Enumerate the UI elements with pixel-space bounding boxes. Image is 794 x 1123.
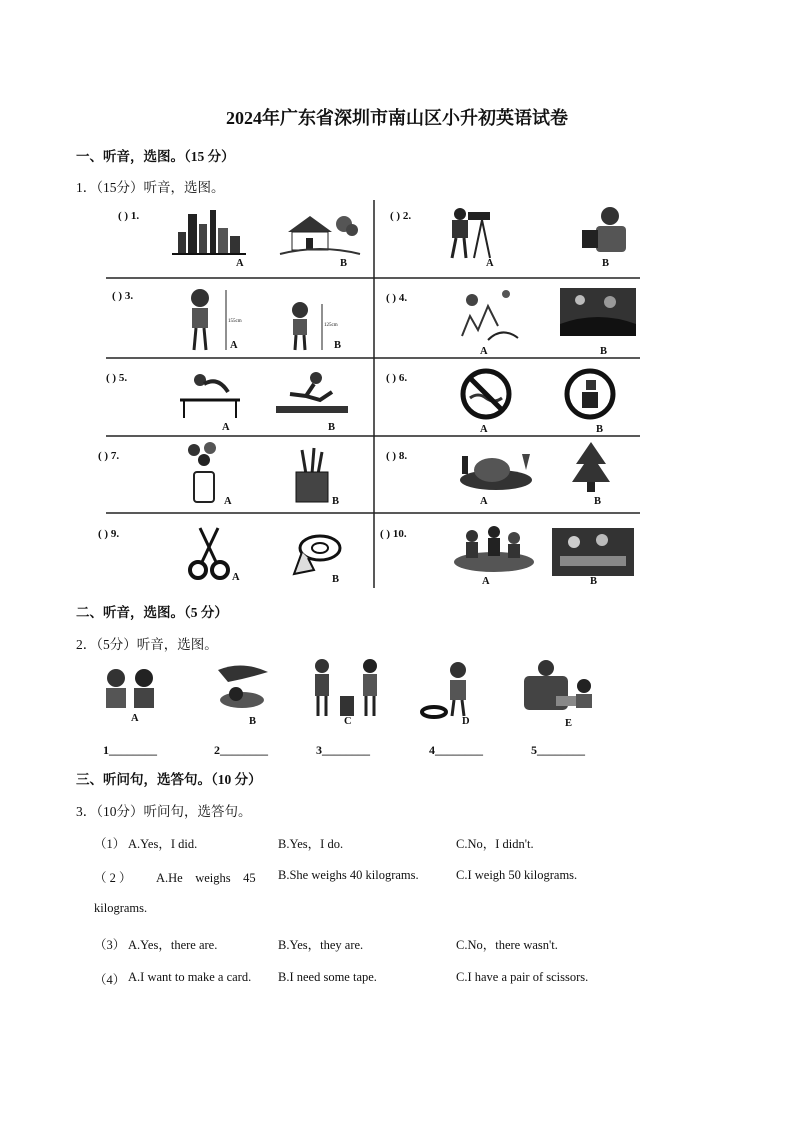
s3-row3-num: （3） bbox=[94, 938, 126, 952]
item-6-label: ( ) 6. bbox=[386, 372, 408, 384]
man-computer-icon bbox=[580, 204, 640, 256]
item-4-a: A bbox=[480, 346, 488, 357]
question1-prompt: 1．（15分）听音，选图。 bbox=[76, 180, 225, 195]
starry-night-painting-icon bbox=[560, 288, 636, 336]
long-jump-icon bbox=[276, 370, 348, 416]
s3-row4-c[interactable]: C.I have a pair of scissors. bbox=[456, 970, 589, 984]
reading-on-sofa-icon bbox=[520, 656, 602, 718]
height-155-label: 155cm bbox=[228, 319, 242, 324]
pencil-holder-icon bbox=[292, 448, 332, 504]
family-party-icon bbox=[452, 524, 536, 574]
bird-feeding-baby-icon bbox=[208, 660, 280, 716]
item-1-label: ( ) 1. bbox=[118, 210, 140, 222]
s3-row4-num: （4） bbox=[94, 973, 126, 987]
item-9-label: ( ) 9. bbox=[98, 528, 120, 540]
item-10-label: ( ) 10. bbox=[380, 528, 407, 540]
scissors-icon bbox=[188, 526, 230, 582]
s2-pic-d: D bbox=[462, 716, 470, 727]
item-6-b: B bbox=[596, 424, 604, 435]
item-3-label: ( ) 3. bbox=[112, 290, 134, 302]
item-2-b: B bbox=[602, 258, 610, 269]
s2-blank-1[interactable]: 1________ bbox=[103, 743, 157, 757]
item-3-a: A bbox=[230, 340, 238, 351]
christmas-tree-icon bbox=[568, 440, 614, 496]
s2-blank-5[interactable]: 5________ bbox=[531, 743, 585, 757]
question3-prompt: 3．（10分）听问句，选答句。 bbox=[76, 804, 252, 819]
item-7-a: A bbox=[224, 496, 232, 507]
flowers-vase-icon bbox=[180, 440, 230, 504]
s2-pic-c: C bbox=[344, 716, 352, 727]
s3-row3-c[interactable]: C.No，there wasn't. bbox=[456, 938, 558, 952]
item-1-a: A bbox=[236, 258, 244, 269]
s3-row2-a[interactable]: A.He weighs 45 bbox=[156, 871, 256, 885]
section1-heading: 一、听音，选图。（15 分） bbox=[76, 149, 235, 164]
s3-row1-a[interactable]: A.Yes，I did. bbox=[128, 837, 198, 851]
s3-row1-c[interactable]: C.No，I didn't. bbox=[456, 837, 534, 851]
picture-grid bbox=[98, 200, 640, 588]
page-title: 2024年广东省深圳市南山区小升初英语试卷 bbox=[226, 108, 568, 128]
s3-row2-a-cont: kilograms. bbox=[94, 901, 148, 915]
item-1-b: B bbox=[340, 258, 348, 269]
item-5-b: B bbox=[328, 422, 336, 433]
item-8-b: B bbox=[594, 496, 602, 507]
item-5-label: ( ) 5. bbox=[106, 372, 128, 384]
s3-row2-b[interactable]: B.She weighs 40 kilograms. bbox=[278, 868, 419, 882]
high-jump-icon bbox=[178, 366, 242, 420]
girl-swimming-ring-icon bbox=[420, 660, 484, 718]
section3-heading: 三、听问句，选答句。（10 分） bbox=[76, 772, 262, 787]
s3-row1-b[interactable]: B.Yes，I do. bbox=[278, 837, 344, 851]
s2-pic-b: B bbox=[249, 716, 257, 727]
item-8-label: ( ) 8. bbox=[386, 450, 408, 462]
people-recycling-icon bbox=[308, 658, 388, 718]
thanksgiving-dinner-icon bbox=[456, 446, 536, 494]
s3-row2-c[interactable]: C.I weigh 50 kilograms. bbox=[456, 868, 578, 882]
chinese-painting-icon bbox=[458, 286, 522, 344]
no-litter-sign-icon bbox=[562, 368, 618, 420]
farmhouse-icon bbox=[280, 208, 360, 258]
item-5-a: A bbox=[222, 422, 230, 433]
item-7-b: B bbox=[332, 496, 340, 507]
s2-blank-3[interactable]: 3________ bbox=[316, 743, 370, 757]
no-swimming-sign-icon bbox=[458, 368, 514, 420]
s3-row4-b[interactable]: B.I need some tape. bbox=[278, 970, 377, 984]
item-4-b: B bbox=[600, 346, 608, 357]
s3-row3-a[interactable]: A.Yes，there are. bbox=[128, 938, 218, 952]
photographer-tripod-icon bbox=[440, 204, 500, 260]
item-2-label: ( ) 2. bbox=[390, 210, 412, 222]
s3-row3-b[interactable]: B.Yes，they are. bbox=[278, 938, 364, 952]
section2-heading: 二、听音，选图。（5 分） bbox=[76, 605, 228, 620]
item-9-a: A bbox=[232, 572, 240, 583]
item-2-a: A bbox=[486, 258, 494, 269]
s3-row2-num: （ 2 ） bbox=[94, 871, 132, 885]
kids-talking-icon bbox=[94, 664, 170, 714]
item-7-label: ( ) 7. bbox=[98, 450, 120, 462]
s2-blank-4[interactable]: 4________ bbox=[429, 743, 483, 757]
item-3-b: B bbox=[334, 340, 342, 351]
item-10-a: A bbox=[482, 576, 490, 587]
family-dinner-icon bbox=[550, 526, 636, 578]
item-9-b: B bbox=[332, 574, 340, 585]
tape-roll-icon bbox=[290, 530, 342, 580]
s2-pic-e: E bbox=[565, 718, 573, 729]
height-125-label: 125cm bbox=[324, 323, 338, 328]
s2-pic-a: A bbox=[131, 713, 139, 724]
item-8-a: A bbox=[480, 496, 488, 507]
item-10-b: B bbox=[590, 576, 598, 587]
item-6-a: A bbox=[480, 424, 488, 435]
question2-prompt: 2．（5分）听音，选图。 bbox=[76, 637, 218, 652]
city-buildings-icon bbox=[172, 204, 246, 258]
s3-row4-a[interactable]: A.I want to make a card. bbox=[128, 970, 252, 984]
s2-blank-2[interactable]: 2________ bbox=[214, 743, 268, 757]
s3-row1-num: （1） bbox=[94, 837, 126, 851]
item-4-label: ( ) 4. bbox=[386, 292, 408, 304]
